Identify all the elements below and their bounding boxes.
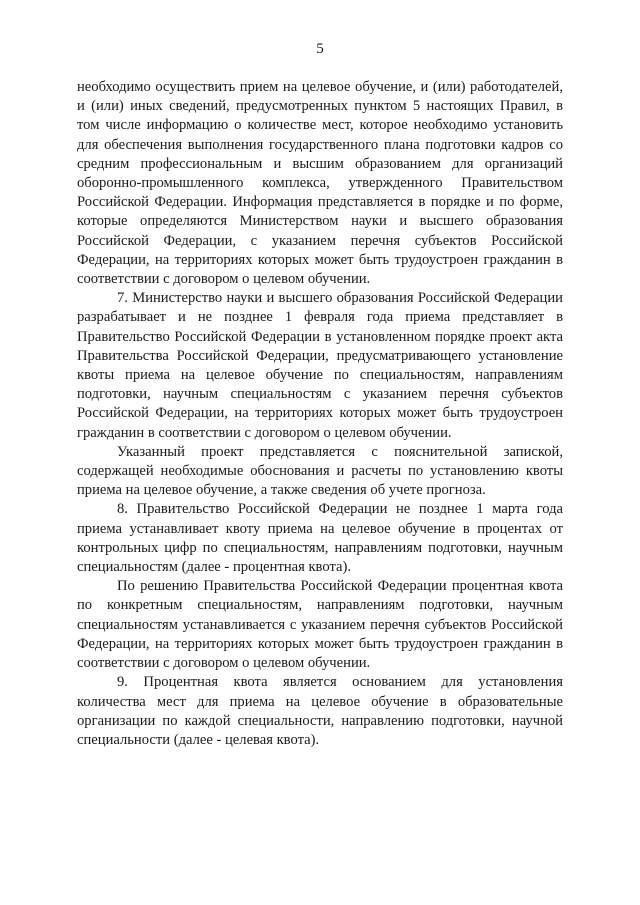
paragraph-clause-8-decision: По решению Правительства Российской Федерации процентная квота по конкретным специальностям, направлениям подготовки, научным специальностям устанавливается с указанием перечня субъектов Российской Федерации, на территориях которых может быть трудоустроен гражданин в соответствии с договором о целевом обучении. bbox=[77, 578, 563, 672]
paragraph-clause-9: 9. Процентная квота является основанием для установления количества мест для приема на целевое обучение в образовательные организации по каждой специальности, направлению подготовки, научной специальности (далее - целевая квота). bbox=[77, 674, 563, 748]
paragraph-continuation: необходимо осуществить прием на целевое обучение, и (или) работодателей, и (или) иных сведений, предусмотренных пунктом 5 настоящих Правил, в том числе информацию о количестве мест, которое необходимо установить для обеспечения выполнения государственного плана подготовки кадров со средним профессиональным и высшим образованием для организаций оборонно-промышленного комплекса, утвержденного Правительством Российской Федерации. Информация представляется в порядке и по форме, которые определяются Министерством науки и высшего образования Российской Федерации, с указанием перечня субъектов Российской Федерации, на территориях которых может быть трудоустроен гражданин в соответствии с договором о целевом обучении. bbox=[77, 79, 563, 288]
paragraph-clause-7-note: Указанный проект представляется с пояснительной запиской, содержащей необходимые обоснования и расчеты по установлению квоты приема на целевое обучение, а также сведения об учете прогноза. bbox=[77, 443, 563, 499]
document-body bbox=[77, 78, 563, 750]
paragraph-clause-7: 7. Министерство науки и высшего образования Российской Федерации разрабатывает и не позднее 1 февраля года приема представляет в Правительство Российской Федерации в установленном порядке проект акта Правительства Российской Федерации, предусматривающего установление квоты приема на целевое обучение по специальностям, направлениям подготовки, научным специальностям с указанием перечня субъектов Российской Федерации, на территориях которых может быть трудоустроен гражданин в соответствии с договором о целевом обучении. bbox=[77, 290, 563, 441]
paragraph-clause-8: 8. Правительство Российской Федерации не позднее 1 марта года приема устанавливает квоту приема на целевое обучение в процентах от контрольных цифр по специальностям, направлениям подготовки, научным специальностям (далее - процентная квота). bbox=[77, 501, 563, 576]
page-number: 5 bbox=[316, 41, 324, 57]
